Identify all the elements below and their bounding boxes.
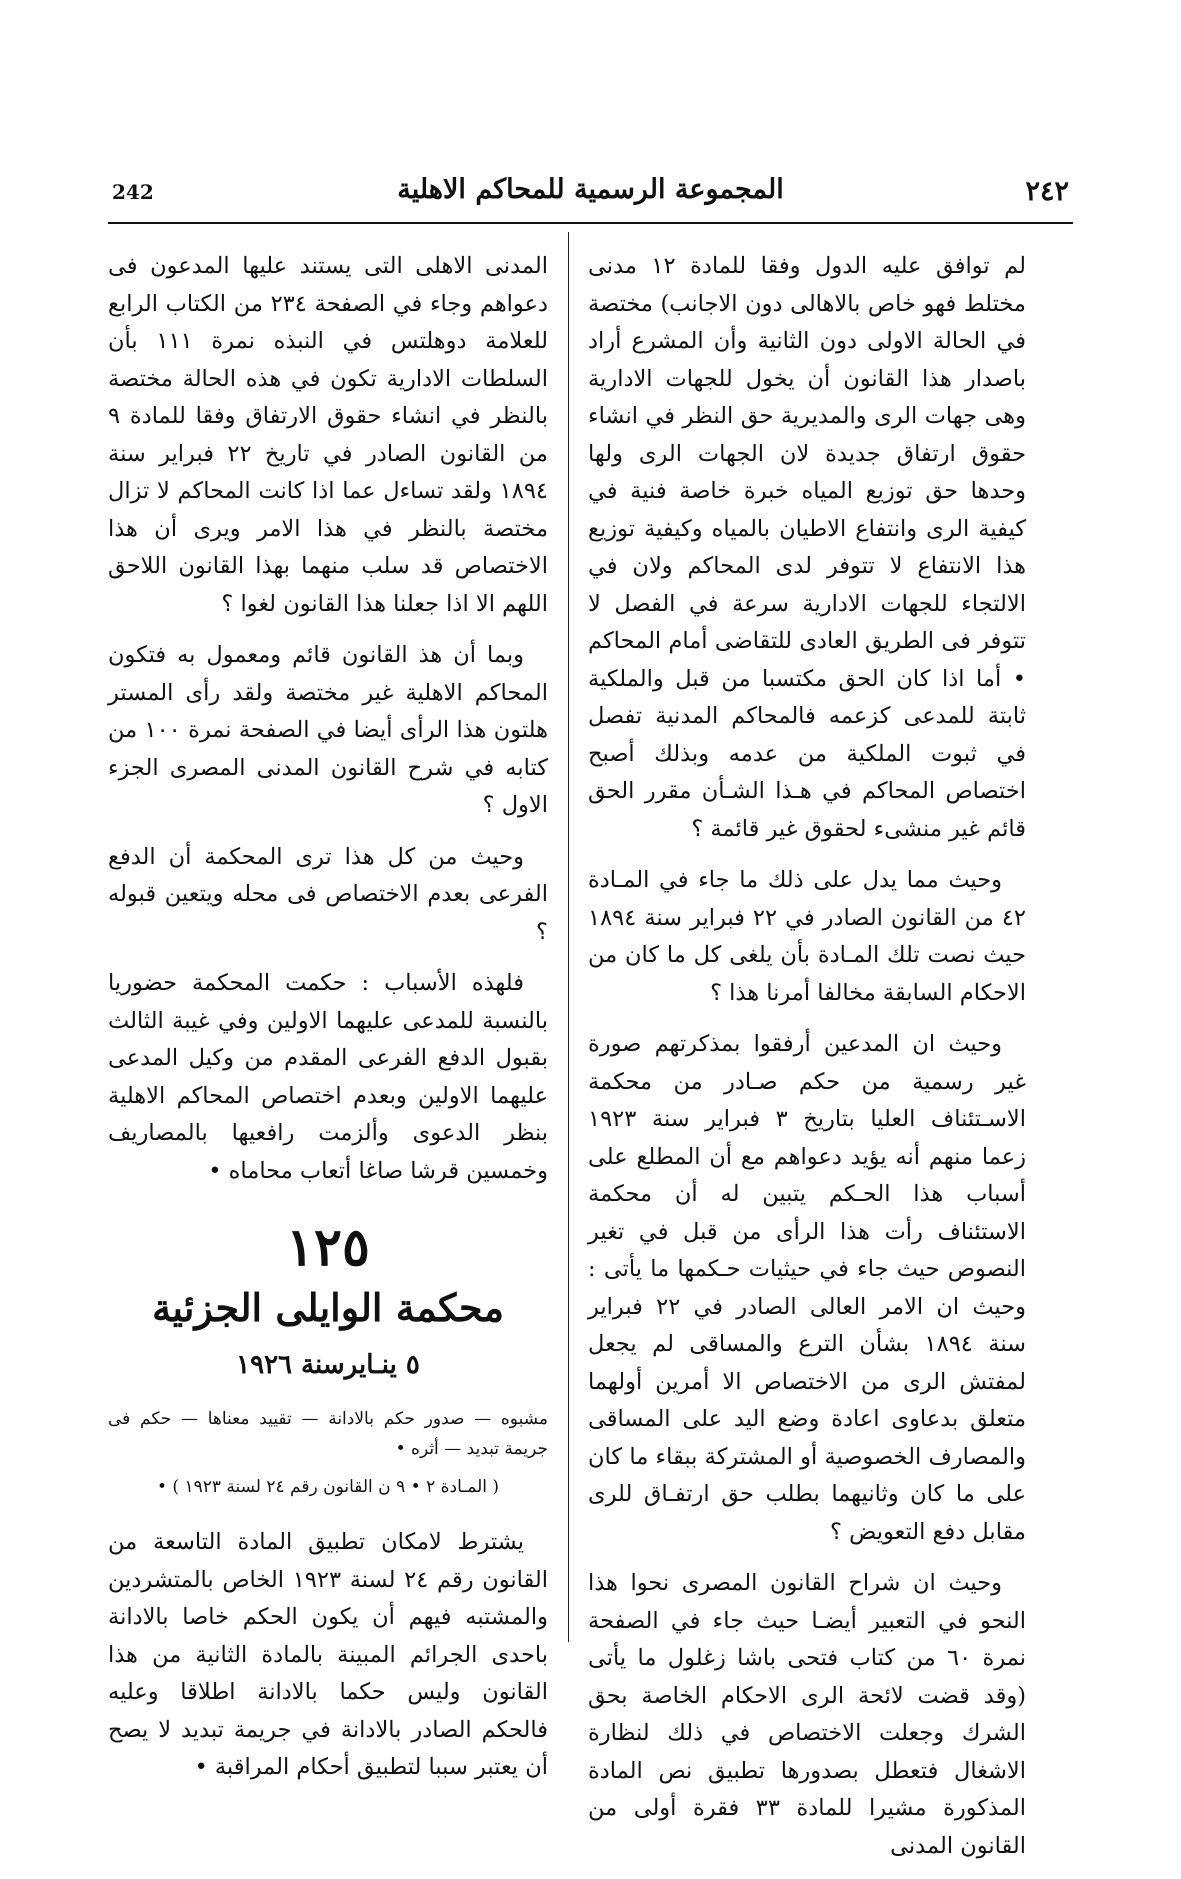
running-title: المجموعة الرسمية للمحاكم الاهلية bbox=[397, 174, 784, 205]
paragraph: وبما أن هذ القانون قائم ومعمول به فتكون المحاكم الاهلية غير مختصة ولقد رأى المستر هلتون هذا الرأى أيضا في الصفحة نمرة ١٠٠ من كتابه في شرح القانون المدنى المصرى الجزء الاول ؟ bbox=[108, 642, 548, 818]
paragraph: لم توافق عليه الدول وفقا للمادة ١٢ مدنى مختلط فهو خاص بالاهالى دون الاجانب) مختصة في الحالة الاولى دون الثانية وأن المشرع أراد باصدار هذا القانون أن يخول للجهات الادارية وهى جهات الرى والمديرية حق النظر في انشاء حقوق ارتفاق جديدة لان الجهات الرى ولها وحدها حق توزيع المياه خبرة خاصة فنية في كيفية الرى وانتفاع الاطيان بالمياه وكيفية توزيع هذا الانتفاع لا تتوفر لدى المحاكم ولان في الالتجاء للجهات الادارية سرعة في الفصل لا تتوفر فى الطريق العادى للتقاضى أمام المحاكم • أما اذا كان الحق مكتسبا من قبل والملكية ثابتة للمدعى كزعمه فالمحاكم المدنية تفصل في ثبوت الملكية من عدمه وبذلك أصبح اختصاص المحاكم في هـذا الشـأن مقرر الحق قائم غير منشىء لحقوق غير قائمة ؟ bbox=[588, 253, 1027, 842]
case-number: ١٢٥ bbox=[286, 1217, 370, 1278]
page-header bbox=[108, 172, 1073, 220]
right-column bbox=[588, 248, 1026, 1879]
page-number-latin: 242 bbox=[112, 180, 154, 204]
judgment-date: ٥ ينـايرسنة ١٩٢٦ bbox=[236, 1350, 420, 1380]
paragraph: المدنى الاهلى التى يستند عليها المدعون فى دعواهم وجاء في الصفحة ٢٣٤ من الكتاب الرابع للعلامة دوهلتس في النبذه نمرة ١١١ بأن السلطات الادارية تكون في هذه الحالة مختصة بالنظر في انشاء حقوق الارتفاق وفقا للمادة ٩ من القانون الصادر في تاريخ ٢٢ فبراير سنة ١٨٩٤ ولقد تساءل عما اذا كانت المحاكم لا تزال مختصة بالنظر في هذا الامر ويرى أن هذا الاختصاص قد سلب منهما بهذا القانون اللاحق اللهم الا اذا جعلنا هذا القانون لغوا ؟ bbox=[108, 253, 548, 617]
court-name: محكمة الوايلى الجزئية bbox=[152, 1285, 504, 1330]
column-divider bbox=[568, 232, 569, 1642]
statute-reference: ( المـادة ٢ • ٩ ن القانون رقم ٢٤ لسنة ١٩٢٣ ) • bbox=[156, 1477, 500, 1497]
case-summary: مشبوه — صدور حكم بالادانة — تقييد معناها — حكم فى جريمة تبديد — أثره • bbox=[108, 1409, 548, 1459]
paragraph: فلهذه الأسباب : حكمت المحكمة حضوريا بالنسبة للمدعى عليهما الاولين وفي غيبة الثالث بقبول الدفع الفرعى المقدم من وكيل المدعى عليهما الاولين وبعدم اختصاص المحاكم الاهلية بنظر الدعوى وألزمت رافعيها بالمصاريف وخمسين قرشا صاغا أتعاب محاماه • bbox=[108, 970, 548, 1184]
page-number-arabic: ٢٤٢ bbox=[1025, 176, 1069, 207]
paragraph: وحيث ان شراح القانون المصرى نحوا هذا النحو في التعبير أيضـا حيث جاء في الصفحة نمرة ٦٠ من كتاب فتحى باشا زغلول ما يأتى (وقد قضت لائحة الرى الاحكام الخاصة بحق الشرك وجعلت الاختصاص في ذلك لنظارة الاشغال فتعطل بصدورها تطبيق نص المادة المذكورة مشيرا للمادة ٣٣ فقرة أولى من القانون المدنى bbox=[588, 1570, 1027, 1859]
paragraph: وحيث مما يدل على ذلك ما جاء في المـادة ٤٢ من القانون الصادر في ٢٢ فبراير سنة ١٨٩٤ حيث نصت تلك المـادة بأن يلغى كل ما كان من الاحكام السابقة مخالفا أمرنا هذا ؟ bbox=[588, 867, 1026, 1006]
held-paragraph: يشترط لامكان تطبيق المادة التاسعة من القانون رقم ٢٤ لسنة ١٩٢٣ الخاص بالمتشردين والمشتبه فيهم أن يكون الحكم خاصا بالادانة باحدى الجرائم المبينة بالمادة الثانية من هذا القانون وليس حكما بالادانة اطلاقا وعليه فالحكم الصادر بالادانة في جريمة تبديد لا يصح أن يعتبر سببا لتطبيق أحكام المراقبة • bbox=[108, 1529, 548, 1780]
header-rule bbox=[108, 222, 1073, 224]
paragraph: وحيث ان المدعين أرفقوا بمذكرتهم صورة غير رسمية من حكم صـادر من محكمة الاسـتئناف العليا بتاريخ ٣ فبراير سنة ١٩٢٣ زعما منهم أنه يؤيد دعواهم مع أن المطلع على أسباب هذا الحـكم يتبين له أن محكمة الاستئناف رأت هذا الرأى من قبل في تغير النصوص حيث جاء في حيثيات حـكمها ما يأتى : وحيث ان الامر العالى الصادر في ٢٢ فبراير سنة ١٨٩٤ بشأن الترع والمساقى لم يجعل لمفتش الرى من الاختصاص الا أمرين أولهما متعلق بدعاوى اعادة وضع اليد على المساقى والمصارف الخصوصية أو المشتركة ببقاء ما كان على ما كان وثانيهما بطلب حق ارتفـاق للرى مقابل دفع التعويض ؟ bbox=[588, 1031, 1027, 1545]
paragraph: وحيث من كل هذا ترى المحكمة أن الدفع الفرعى بعدم الاختصاص فى محله ويتعين قبوله ؟ bbox=[108, 843, 548, 945]
left-column bbox=[108, 248, 548, 1801]
